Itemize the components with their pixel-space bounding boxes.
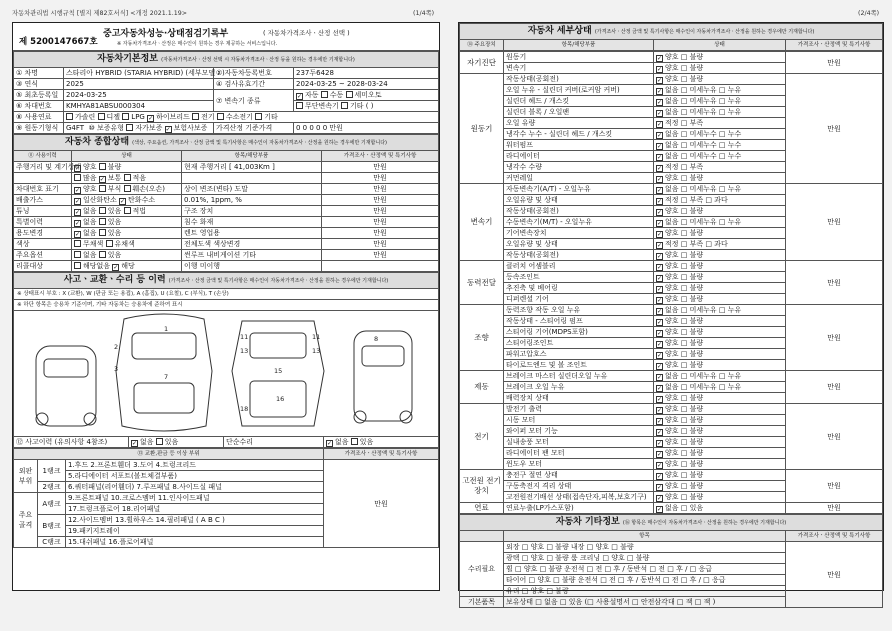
check-icon (656, 165, 663, 172)
check-icon (656, 242, 663, 249)
check-icon (656, 374, 663, 381)
table-row: 차대번호 표기 ✓ 양호 부식 훼손(오손) 상이 변조(변타) 도말 만원 (14, 184, 439, 195)
check-icon (656, 341, 663, 348)
price-cell: 만원 (786, 503, 883, 514)
item-status: ✓ 양호 □ 불량 (654, 52, 786, 63)
check-icon (656, 352, 663, 359)
item-status: ✓ 양호 □ 불량 (654, 481, 786, 492)
diagram-number: 7 (164, 373, 169, 381)
diagram-number: 15 (274, 367, 283, 375)
check-icon (656, 407, 663, 414)
item-label: 실린더 헤드 / 개스킷 (504, 96, 654, 107)
item-label: 스티어링조인트 (504, 338, 654, 349)
item-status: ✓ 없음 □ 미세누유 □ 누유 (654, 96, 786, 107)
item-status: ✓ 양호 □ 불량 (654, 250, 786, 261)
item-label: 자동변속기(A/T) - 오일누유 (504, 184, 654, 195)
item-status: ✓ 양호 □ 불량 (654, 448, 786, 459)
check-icon (656, 132, 663, 139)
item-label: 작동상태(공회전) (504, 250, 654, 261)
label: ⑦ 변속기 종류 (214, 90, 294, 112)
base-price: 0 0 0 0 0 만원 (294, 123, 439, 134)
car-name: 스타리아 HYBRID (STARIA HYBRID) (세부모델 : ) (64, 68, 214, 79)
label: ③ 연식 (14, 79, 64, 90)
item-status: ✓ 없음 □ 미세누유 □ 누유 (654, 217, 786, 228)
label: ⑥ 차대번호 (14, 101, 64, 112)
check-icon (656, 154, 663, 161)
item-status: ✓ 적정 □ 부족 □ 과다 (654, 239, 786, 250)
item-status: ✓ 없음 □ 미세누유 □ 누유 (654, 85, 786, 96)
accident-section (13, 272, 439, 311)
check-icon (656, 176, 663, 183)
label: ① 차명 (14, 68, 64, 79)
inspection-period: 2024-03-25 ~ 2028-03-24 (294, 79, 439, 90)
check-icon (656, 418, 663, 425)
item-status: ✓ 양호 □ 불량 (654, 283, 786, 294)
doc-title: 중고자동차성능·상태점검기록부 (103, 29, 229, 39)
col-header: 상태 (654, 40, 786, 51)
item-status: ✓ 양호 □ 불량 (654, 349, 786, 360)
other-info-table: 자동차 기타정보 (⑯ 항목은 매수인이 자동차가격조사ㆍ산정을 원하는 경우에만 기재합니다) 항목 가격조사ㆍ산정액 및 특기사항 수리필요 외장 □ 양호 □ 불량 내장 □ 양호 □ 불량 만원 광택 □ 양호 □ 불량 룸 크리닝 □ 양호 □ 불량 휠 □ 양호 □ 불량 운전석 □ 전 □ 후 / 동반석 □ 전 □ 후 / □ 응급 타이어 □ 양호 □ 불량 운전석 □ 전 □ 후 / 동반석 □ 전 □ 후 / □ 응급 유리 □ 양호 □ 불량 기본품목 보유상태 □ 없음 □ 있음 (□ 사용설명서 □ 안전삼각대 □ 잭 □ 잭 ) (459, 514, 883, 608)
item-status: ✓ 적정 □ 부족 (654, 118, 786, 129)
item-status: ✓ 없음 □ 미세누유 □ 누유 (654, 107, 786, 118)
item-status: ✓ 적정 □ 부족 (654, 162, 786, 173)
item-label: 수동변속기(M/T) - 오일누유 (504, 217, 654, 228)
item-label: 브레이크 오일 누유 (504, 382, 654, 393)
page-number-2: (2/4쪽) (858, 10, 880, 17)
category-label: 원동기 (460, 74, 504, 184)
check-icon (656, 451, 663, 458)
price-cell: 만원 (786, 184, 883, 261)
check-icon (656, 297, 663, 304)
detail-body (459, 51, 883, 514)
section-title: 사고ㆍ교환ㆍ수리 등 이력 (가격조사ㆍ산정 금액 및 특기사항은 매수인이 자동차가격조사ㆍ산정을 원하는 경우에만 기재합니다) (14, 273, 439, 289)
label: 수리필요 (460, 542, 504, 597)
table-row: 배출가스 ✓ 일산화탄소 ✓ 탄화수소 0.01%, 1ppm, % 만원 (14, 195, 439, 206)
item-status: ✓ 양호 □ 불량 (654, 63, 786, 74)
table-row: 주행거리 및 계기상태 ✓ 양호 불량 현재 주행거리 [ 41,003Km ] 만원 (14, 162, 439, 173)
doc-subtitle: ( 자동차가격조사ㆍ산정 선택 ) (263, 29, 350, 37)
col-header: 항목 (504, 531, 786, 542)
check-icon (656, 330, 663, 337)
item-status: ✓ 적정 □ 부족 □ 과다 (654, 195, 786, 206)
item-label: 시동 모터 (504, 415, 654, 426)
item-label: 라디에이터 (504, 151, 654, 162)
item-label: 오일유량 및 상태 (504, 239, 654, 250)
status-table (13, 134, 439, 272)
item-label: 연료누출(LP가스포함) (504, 503, 654, 514)
price-cell: 만원 (786, 404, 883, 470)
check-icon (656, 385, 663, 392)
item-label: 와이퍼 모터 기능 (504, 426, 654, 437)
accident-history-table: ⑫ 사고이력 (유의사항 4참조) ✓ 없음 있음 단순수리 ✓ 없음 있음 (13, 436, 439, 448)
item-status: ✓ 양호 □ 불량 (654, 228, 786, 239)
price-cell: 만원 (786, 305, 883, 371)
diagram-number: 13 (312, 347, 321, 355)
item-label: 오일유량 및 상태 (504, 195, 654, 206)
doc-note: ※ 자동차가격조사ㆍ산정은 매수인이 원하는 경우 제공하는 서비스입니다. (117, 41, 278, 47)
check-icon (656, 286, 663, 293)
category-label: 고전원 전기장치 (460, 470, 504, 503)
check-icon (296, 93, 303, 100)
item-status: ✓ 양호 □ 불량 (654, 459, 786, 470)
doc-number: 제 5200147667호 (19, 37, 98, 47)
table-row: 튜닝 ✓ 없음 있음 적법 구조 장치 만원 (14, 206, 439, 217)
transmission-options: ✓자동 수동 세미오토 (294, 90, 439, 101)
item-status: ✓ 양호 □ 불량 (654, 393, 786, 404)
diagram-number: 3 (114, 365, 119, 373)
check-icon (656, 110, 663, 117)
col-header: 가격조사ㆍ산정액 및 특기사항 (786, 531, 883, 542)
car-damage-diagram (13, 311, 439, 436)
label: 단순수리 (224, 437, 324, 448)
table-row (460, 74, 883, 85)
check-icon (656, 187, 663, 194)
check-icon (656, 473, 663, 480)
category-label: 연료 (460, 503, 504, 514)
item-label: 실내송풍 모터 (504, 437, 654, 448)
table-row (460, 404, 883, 415)
category-label: 동력전달 (460, 261, 504, 305)
table-row: 리콜대상 해당없음 ✓ 해당 이행 미이행 (14, 261, 439, 272)
diagram-number: 11 (240, 333, 249, 341)
vin: KMHYA81ABSU000304 (64, 101, 214, 112)
item-status: ✓ 양호 □ 불량 (654, 294, 786, 305)
page-1 (12, 22, 440, 591)
check-icon (656, 484, 663, 491)
item-label: 배력장치 상태 (504, 393, 654, 404)
check-icon (656, 121, 663, 128)
item-status: ✓ 양호 □ 불량 (654, 492, 786, 503)
item-label: 냉각수 수량 (504, 162, 654, 173)
item-label: 브레이크 마스터 실린더오일 누유 (504, 371, 654, 382)
model-year: 2025 (64, 79, 214, 90)
check-icon (656, 253, 663, 260)
item-status: ✓ 없음 □ 미세누유 □ 누유 (654, 371, 786, 382)
diagram-number: 8 (374, 335, 379, 343)
table-row (460, 305, 883, 316)
item-label: 냉각수 누수 - 실린더 헤드 / 개스킷 (504, 129, 654, 140)
label: ⑫ 사고이력 (유의사항 4참조) (14, 437, 129, 448)
col-header: 상태 (72, 151, 182, 162)
item-label: 커먼레일 (504, 173, 654, 184)
item-label: 고전원전기배선 상태(접속단자,피복,보호기구) (504, 492, 654, 503)
fuel-options: 가솔린 디젤 LPG ✓ 하이브리드 전기 수소전기 기타 (64, 112, 439, 123)
check-icon (656, 506, 663, 513)
diagram-number: 13 (240, 347, 249, 355)
item-label: 추진축 및 베어링 (504, 283, 654, 294)
item-status: ✓ 양호 □ 불량 (654, 261, 786, 272)
check-icon (656, 275, 663, 282)
check-icon (656, 363, 663, 370)
first-registration: 2024-03-25 (64, 90, 214, 101)
col-header: 항목/해당부품 (182, 151, 322, 162)
table-row: 주요옵션 없음 있음 썬루프 내비게이션 기타 만원 (14, 250, 439, 261)
price-cell: 만원 (786, 74, 883, 184)
check-icon (656, 143, 663, 150)
col-header: 가격조사ㆍ산정액 및 특기사항 (324, 449, 439, 460)
detail-table (459, 23, 883, 51)
table-row (460, 371, 883, 382)
col-header: 항목/해당부품 (504, 40, 654, 51)
basic-info-table (13, 51, 439, 134)
item-label: 충전구 절연 상태 (504, 470, 654, 481)
page-2 (458, 22, 884, 606)
legend-text: ※ 상태표시 부호 : X (교환), W (판금 또는 용접), A (흠집), U (요철), C (부식), T (손상) (14, 289, 439, 300)
item-status: ✓ 양호 □ 불량 (654, 470, 786, 481)
check-icon (656, 55, 663, 62)
table-row: 특별이력 ✓ 없음 있음 침수 화재 만원 (14, 217, 439, 228)
col-header: 가격조사ㆍ산정액 및 특기사항 (322, 151, 439, 162)
label: 기본품목 (460, 597, 504, 608)
label: ② 자동차등록번호 (214, 68, 294, 79)
price-cell: 만원 (786, 371, 883, 404)
item-status: ✓ 양호 □ 불량 (654, 316, 786, 327)
item-status: ✓ 양호 □ 불량 (654, 74, 786, 85)
plate-number: 237두6428 (294, 68, 439, 79)
item-status: ✓ 없음 □ 미세누수 □ 누수 (654, 151, 786, 162)
diagram-number: 1 (164, 325, 169, 333)
category-label: 제동 (460, 371, 504, 404)
item-label: 윈도우 모터 (504, 459, 654, 470)
item-status: ✓ 없음 □ 미세누유 □ 누유 (654, 305, 786, 316)
item-status: ✓ 양호 □ 불량 (654, 338, 786, 349)
item-label: 타이로드엔드 및 볼 조인트 (504, 360, 654, 371)
item-status: ✓ 양호 □ 불량 (654, 437, 786, 448)
item-status: ✓ 양호 □ 불량 (654, 272, 786, 283)
section-title: 자동차 종합상태 (색상, 주요옵션, 가격조사ㆍ산정 금액 및 특기사항은 매수인이 자동차가격조사ㆍ산정을 원하는 경우에만 기재합니다) (14, 135, 439, 151)
item-status: ✓ 없음 □ 미세누수 □ 누수 (654, 129, 786, 140)
item-label: 오일 유량 (504, 118, 654, 129)
price-cell: 만원 (786, 52, 883, 74)
item-status: ✓ 없음 □ 미세누유 □ 누유 (654, 382, 786, 393)
item-status: ✓ 없음 □ 있음 (654, 503, 786, 514)
item-status: ✓ 양호 □ 불량 (654, 360, 786, 371)
diagram-number: 2 (114, 343, 119, 351)
check-icon (656, 429, 663, 436)
item-status: ✓ 양호 □ 불량 (654, 206, 786, 217)
motor-warranty: G4FT ⑩ 보증유형 자가보증 ✓ 보험사보증 (64, 123, 214, 134)
table-row: 색상 무채색 유채색 전체도색 색상변경 만원 (14, 239, 439, 250)
item-status: ✓ 양호 □ 불량 (654, 404, 786, 415)
category-label: 자기진단 (460, 52, 504, 74)
table-row (460, 52, 883, 63)
table-row (460, 184, 883, 195)
item-label: 원동기 (504, 52, 654, 63)
car-outline-diagram (14, 311, 440, 436)
category-label: 전기 (460, 404, 504, 470)
item-label: 디퍼렌셜 기어 (504, 294, 654, 305)
item-label: 스티어링 기어(MDPS포함) (504, 327, 654, 338)
section-title: 자동차 기타정보 (⑯ 항목은 매수인이 자동차가격조사ㆍ산정을 원하는 경우에만 기재합니다) (460, 515, 883, 531)
item-status: ✓ 양호 □ 불량 (654, 173, 786, 184)
check-icon (656, 396, 663, 403)
item-label: 변속기 (504, 63, 654, 74)
category-label: 변속기 (460, 184, 504, 261)
transmission-options-2: 무단변속기 기타 ( ) (294, 101, 439, 112)
label: ⑨ 원동기형식 (14, 123, 64, 134)
check-icon (656, 462, 663, 469)
item-label: 기어변속장치 (504, 228, 654, 239)
section-title: 자동차 세부상태 (가격조사ㆍ산정 금액 및 특기사항은 매수인이 자동차가격조사ㆍ산정을 원하는 경우에만 기재합니다) (460, 24, 883, 40)
table-row (460, 470, 883, 481)
diagram-number: 18 (240, 405, 249, 413)
item-label: 라디에이터 팬 모터 (504, 448, 654, 459)
check-icon (656, 440, 663, 447)
item-label: 발전기 출력 (504, 404, 654, 415)
price-cell: 만원 (786, 470, 883, 503)
check-icon (656, 308, 663, 315)
item-status: ✓ 양호 □ 불량 (654, 415, 786, 426)
item-label: 워터펌프 (504, 140, 654, 151)
price-cell: 만원 (786, 261, 883, 305)
legend-text-2: ※ 하단 항목은 승용차 기준이며, 기타 자동차는 승용차에 준하여 표시 (14, 300, 439, 311)
item-label: 클러치 어셈블리 (504, 261, 654, 272)
item-label: 작동상태(공회전) (504, 74, 654, 85)
check-icon (656, 198, 663, 205)
item-label: 실린더 블록 / 오일팬 (504, 107, 654, 118)
col-header: ⑪ 사용이력 (14, 151, 72, 162)
exchange-table: ⑬ 교환,판금 등 이상 부위 가격조사ㆍ산정액 및 특기사항 외판 부위 1랭크 1.후드 2.프론트휀더 3.도어 4.트렁크리드 만원 5.라디에이터 서포트(볼트체결부품) 2랭크 6.쿼터패널(리어휀더) 7.루프패널 8.사이드실 패널 주요 골격 A랭크 9.프론트패널 10.크로스멤버 11.인사이드패널 17.트렁크플로어 18.리어패널 B랭크 12.사이드멤버 13.휠하우스 14.필러패널 ( A B C ) 19.패키지트레이 C랭크 15.대쉬패널 16.플로어패널 (13, 448, 439, 548)
col-header: ⑭ 주요장치 (460, 40, 504, 51)
category-label: 조향 (460, 305, 504, 371)
item-label: 작동상태(공회전) (504, 206, 654, 217)
item-status: ✓ 없음 □ 미세누수 □ 누수 (654, 140, 786, 151)
item-label: 구동축전지 격리 상태 (504, 481, 654, 492)
check-icon (656, 495, 663, 502)
check-icon (656, 264, 663, 271)
check-icon (656, 209, 663, 216)
item-label: 파워고압호스 (504, 349, 654, 360)
diagram-number: 16 (276, 395, 285, 403)
table-row (460, 503, 883, 514)
table-row: 많음 ✓ 보통 적음 만원 (14, 173, 439, 184)
item-label: 등속조인트 (504, 272, 654, 283)
label: 가격산정 기준가격 (214, 123, 294, 134)
doc-header (13, 23, 439, 51)
form-legal-header: 자동차관리법 시행규칙 [별지 제82호서식] <개정 2021.1.19> (12, 10, 188, 17)
check-icon (656, 220, 663, 227)
item-status: ✓ 없음 □ 미세누유 □ 누유 (654, 184, 786, 195)
label: ④ 검사유효기간 (214, 79, 294, 90)
col-header: 가격조사ㆍ산정액 및 특기사항 (786, 40, 883, 51)
section-title: 자동차기본정보 (자동차가격조사ㆍ산정 선택 시 자동차가격조사ㆍ산정 등을 원하는 경우에만 기재합니다) (14, 52, 439, 68)
check-icon (656, 231, 663, 238)
label: ⑤ 최초등록일 (14, 90, 64, 101)
item-label: 오일 누유 - 실린더 커버(로커암 커버) (504, 85, 654, 96)
item-label: 동력조향 작동 오일 누유 (504, 305, 654, 316)
table-row: 용도변경 ✓ 없음 있음 렌트 영업용 만원 (14, 228, 439, 239)
item-status: ✓ 양호 □ 불량 (654, 426, 786, 437)
check-icon (656, 77, 663, 84)
item-status: ✓ 양호 □ 불량 (654, 327, 786, 338)
item-label: 작동상태 - 스티어링 펌프 (504, 316, 654, 327)
diagram-number: 11 (312, 333, 321, 341)
page-number-1: (1/4쪽) (413, 10, 435, 17)
check-icon (656, 319, 663, 326)
table-row (460, 261, 883, 272)
label: ⑧ 사용연료 (14, 112, 64, 123)
check-icon (656, 66, 663, 73)
col-header: ⑬ 교환,판금 등 이상 부위 (14, 449, 324, 460)
check-icon (656, 99, 663, 106)
check-icon (656, 88, 663, 95)
